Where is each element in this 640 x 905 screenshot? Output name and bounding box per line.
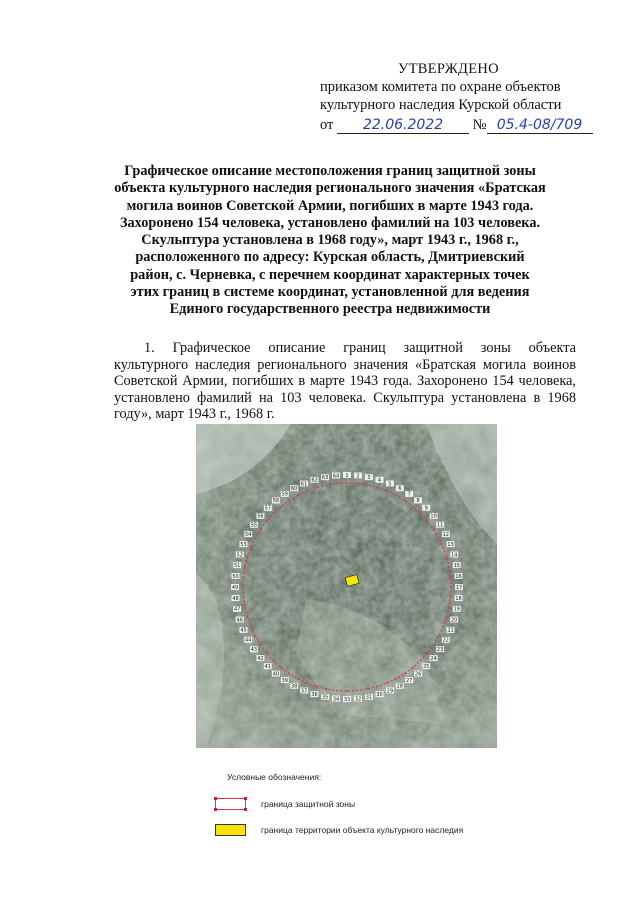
- boundary-point: [316, 487, 318, 489]
- boundary-point-label: 7: [407, 491, 411, 498]
- approval-number: 05.4-08/709: [487, 118, 593, 134]
- boundary-point: [346, 690, 348, 692]
- boundary-point-label: 15: [453, 562, 460, 569]
- boundary-point-label: 32: [354, 696, 362, 703]
- boundary-point-label: 18: [455, 595, 462, 602]
- boundary-point-label: 21: [447, 627, 454, 634]
- boundary-point-label: 12: [442, 532, 449, 538]
- boundary-point-label: 10: [430, 513, 437, 520]
- boundary-point-label: 64: [332, 473, 340, 480]
- boundary-point-label: 52: [236, 552, 243, 559]
- heading-line: этих границ в системе координат, установленной для ведения: [130, 284, 530, 301]
- paragraph-text: культурного наследия регионального значения «Братская могила воинов Советской Армии, погибших в марте 1943 года. Захоронено 154 человека, установлено фамилий на 103 человека. Скульптура установлена в 1968 году», март 1943 г., 1968 г.: [114, 356, 576, 423]
- boundary-point: [336, 483, 338, 485]
- boundary-point-label: 26: [414, 671, 422, 678]
- boundary-point-label: 34: [332, 696, 340, 703]
- paragraph-first-line: 1. Графическое описание границ защитной зоны объекта: [144, 340, 576, 356]
- boundary-point-label: 59: [281, 491, 288, 498]
- heading-line: Захоронено 154 человека, установлено фамилий на 103 человека.: [119, 214, 541, 231]
- boundary-point: [244, 566, 246, 568]
- boundary-point-label: 56: [257, 513, 264, 520]
- boundary-point-label: 16: [455, 573, 462, 580]
- approved-title: УТВЕРЖДЕНО: [398, 61, 499, 77]
- zone-boundary-swatch: [215, 798, 246, 810]
- boundary-point-label: 1: [345, 472, 349, 479]
- boundary-point-label: 22: [442, 637, 449, 644]
- boundary-point-label: 27: [406, 677, 413, 684]
- heading-line: могила воинов Советской Армии, погибших в марте 1943 года.: [126, 197, 534, 214]
- legend-title: Условные обозначения:: [227, 772, 322, 782]
- boundary-point-label: 9: [424, 505, 428, 512]
- boundary-point-label: 2: [356, 473, 360, 480]
- boundary-point-label: 28: [396, 683, 403, 690]
- boundary-point-label: 20: [451, 617, 458, 624]
- approval-date: 22.06.2022: [337, 118, 469, 134]
- boundary-point: [366, 688, 368, 690]
- boundary-point-label: 24: [430, 655, 437, 662]
- boundary-point-label: 43: [250, 647, 258, 653]
- approval-date-line: [320, 116, 593, 134]
- boundary-point-label: 62: [311, 477, 318, 484]
- boundary-point-label: 17: [455, 584, 463, 591]
- heading-line: Единого государственного реестра недвижимости: [169, 301, 491, 318]
- boundary-point-label: 58: [272, 498, 280, 505]
- boundary-point-label: 5: [388, 481, 392, 488]
- boundary-point-label: 47: [234, 606, 241, 613]
- boundary-point-label: 41: [264, 664, 271, 670]
- boundary-point-label: 48: [232, 595, 239, 602]
- boundary-point-label: 39: [281, 677, 288, 684]
- boundary-point-label: 8: [416, 498, 420, 505]
- boundary-point-label: 61: [300, 481, 308, 488]
- boundary-point-label: 11: [436, 522, 444, 529]
- boundary-point-label: 54: [245, 532, 252, 538]
- heading-line: расположенного по адресу: Курская область, Дмитриевский: [135, 249, 525, 266]
- heading-line: объекта культурного наследия регионального значения «Братская: [114, 180, 546, 197]
- object-territory-swatch: [215, 824, 246, 836]
- boundary-point-label: 57: [264, 505, 271, 512]
- boundary-point-label: 14: [451, 552, 458, 559]
- boundary-point-label: 25: [423, 664, 430, 670]
- heading-line: Скульптура установлена в 1968 году», март 1943 г., 1968 г.,: [141, 232, 519, 249]
- boundary-point-label: 19: [453, 606, 460, 613]
- boundary-point: [266, 652, 268, 654]
- boundary-point-label: 31: [365, 694, 373, 701]
- heading-line: район, с. Черневка, с перечнем координат характерных точек: [130, 266, 530, 283]
- legend-label: граница защитной зоны: [261, 799, 356, 809]
- boundary-point-label: 6: [398, 486, 402, 492]
- boundary-point-label: 46: [236, 617, 243, 624]
- approval-line-1: приказом комитета по охране объектов: [320, 79, 561, 95]
- boundary-point-label: 63: [321, 475, 329, 481]
- boundary-point-label: 13: [447, 541, 454, 548]
- boundary-point-label: 30: [376, 692, 383, 698]
- date-prefix: от: [320, 117, 334, 133]
- satellite-map: [196, 424, 497, 748]
- boundary-point-label: 35: [321, 694, 329, 701]
- boundary-point-label: 3: [367, 475, 371, 481]
- boundary-point-label: 36: [311, 692, 318, 698]
- number-prefix: №: [472, 117, 487, 133]
- boundary-point-label: 37: [300, 688, 308, 695]
- boundary-point-label: 33: [343, 696, 351, 703]
- boundary-point-label: 38: [291, 683, 298, 690]
- boundary-point-label: 45: [240, 627, 247, 634]
- heading-line: Графическое описание местоположения границ защитной зоны: [124, 163, 536, 179]
- boundary-point-label: 55: [250, 522, 258, 529]
- boundary-point-label: 60: [291, 486, 298, 492]
- boundary-point-label: 50: [232, 573, 239, 580]
- boundary-point: [438, 635, 440, 637]
- boundary-point-label: 40: [272, 671, 280, 678]
- boundary-point-label: 29: [386, 688, 394, 695]
- boundary-point-label: 51: [234, 562, 241, 569]
- boundary-point-label: 53: [240, 541, 247, 548]
- boundary-point-label: 44: [245, 637, 252, 644]
- legend-label: граница территории объекта культурного наследия: [261, 825, 464, 835]
- boundary-point-label: 49: [231, 584, 239, 591]
- boundary-point-label: 4: [377, 477, 382, 484]
- document-heading: [95, 163, 565, 319]
- boundary-point-label: 42: [257, 655, 264, 662]
- approval-line-2: культурного наследия Курской области: [320, 97, 562, 113]
- boundary-point-label: 23: [436, 647, 444, 653]
- body-paragraph: [114, 340, 576, 423]
